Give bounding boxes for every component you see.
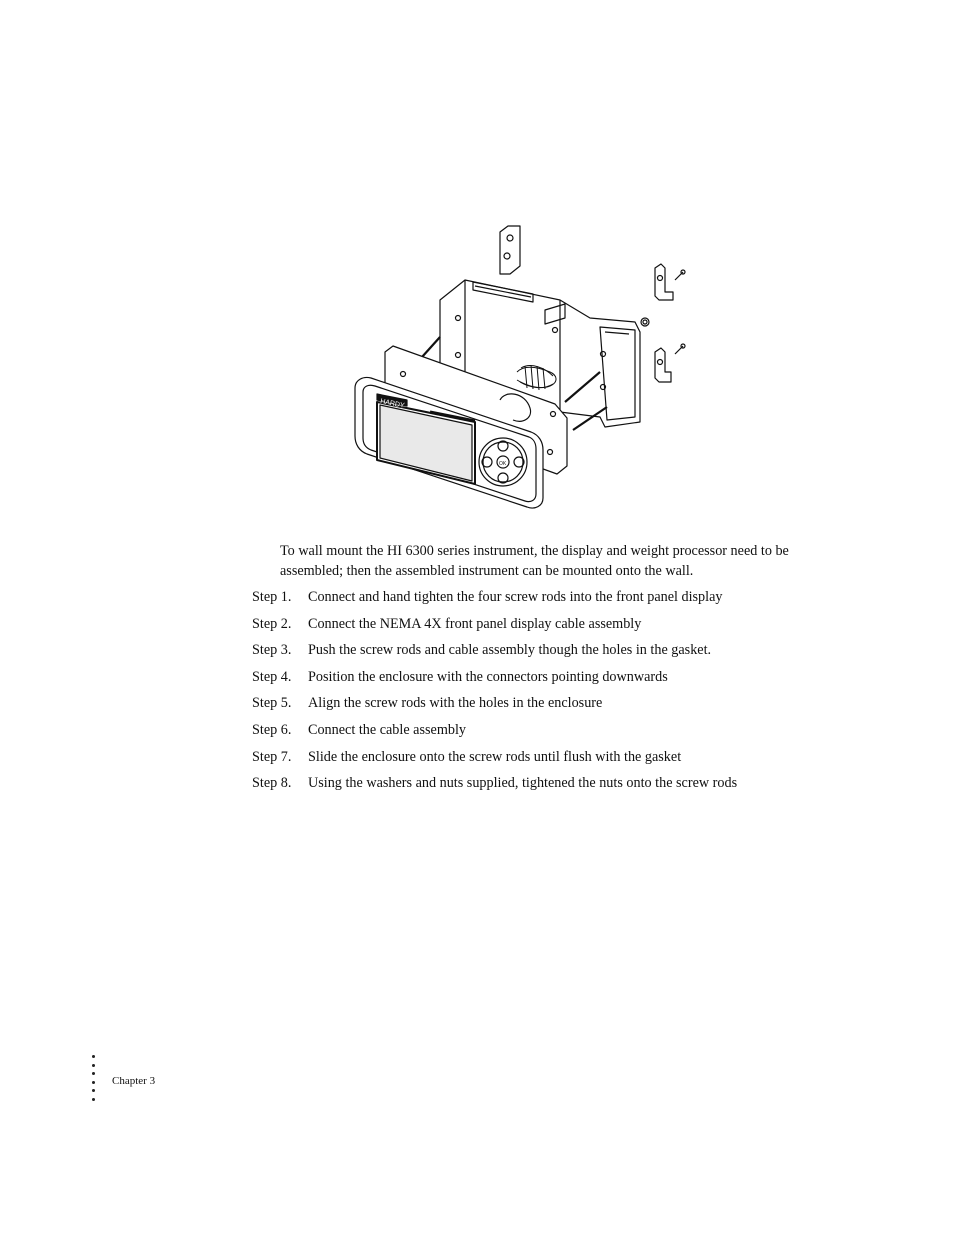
step-text: Position the enclosure with the connectors pointing downwards <box>308 668 668 685</box>
step-item <box>252 614 852 641</box>
ok-key-label: OK <box>499 461 507 467</box>
step-text: Using the washers and nuts supplied, tightened the nuts onto the screw rods <box>308 775 738 792</box>
top-mounting-bracket <box>500 226 520 274</box>
step-text: Connect the cable assembly <box>308 721 466 738</box>
step-number: Step 6. <box>252 721 292 738</box>
step-item <box>252 667 852 694</box>
footer-dot-column <box>92 1055 100 1106</box>
wall-mount-assembly-diagram <box>345 222 695 512</box>
step-text: Push the screw rods and cable assembly though the holes in the gasket. <box>308 642 712 659</box>
step-number: Step 8. <box>252 775 292 792</box>
brand-label: HARDY <box>379 398 406 410</box>
step-item <box>252 720 852 747</box>
step-list <box>252 587 852 800</box>
step-item <box>252 773 852 800</box>
step-text: Connect the NEMA 4X front panel display cable assembly <box>308 615 642 632</box>
step-item <box>252 640 852 667</box>
step-number: Step 1. <box>252 589 292 605</box>
chapter-label: Chapter 3 <box>112 1075 156 1087</box>
step-number: Step 4. <box>252 668 292 685</box>
step-number: Step 5. <box>252 695 292 712</box>
right-upper-bracket <box>655 264 673 300</box>
step-item <box>252 693 852 720</box>
step-item <box>252 587 852 614</box>
right-lower-bracket <box>655 348 671 382</box>
step-item <box>252 747 852 774</box>
step-number: Step 3. <box>252 642 292 659</box>
step-number: Step 7. <box>252 748 292 765</box>
step-number: Step 2. <box>252 615 292 632</box>
step-text: Slide the enclosure onto the screw rods until flush with the gasket <box>308 748 682 765</box>
intro-paragraph: To wall mount the HI 6300 series instrument, the display and weight processor need to be assembled; then the assembled instrument can be mounted onto the wall. <box>280 543 789 579</box>
step-text: Align the screw rods with the holes in the enclosure <box>308 695 603 712</box>
step-text: Connect and hand tighten the four screw rods into the front panel display <box>308 589 723 605</box>
